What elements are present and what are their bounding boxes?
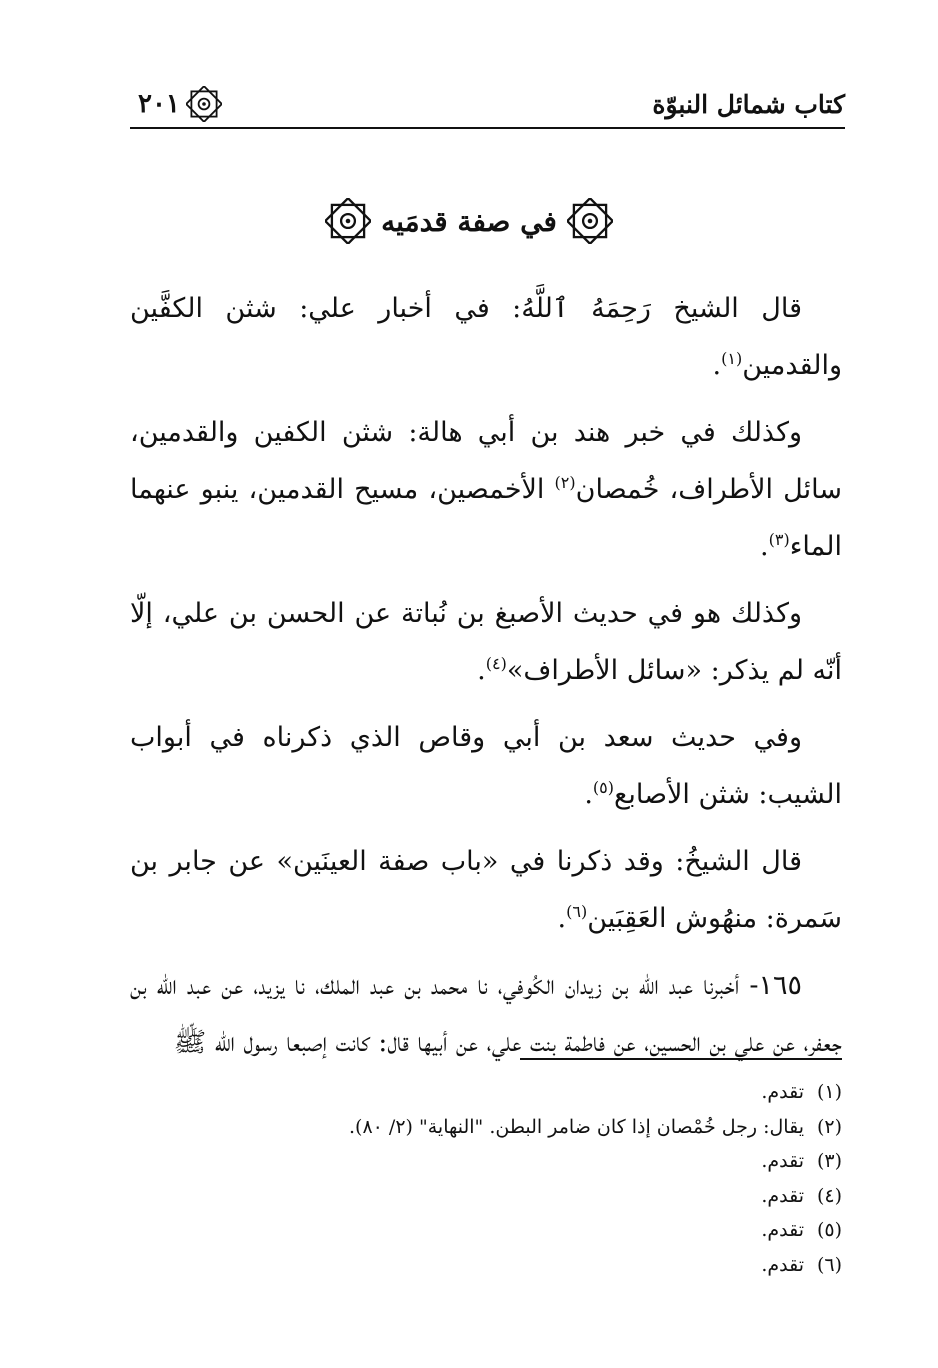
footnote-ref: (٦) [566,902,588,921]
running-header [130,82,845,132]
footnote-ref: (١) [721,349,743,368]
book-title: كتاب شمائل النبوّة [652,90,845,119]
footnote-ref: (٢) [554,473,576,492]
footnote: (٣)تقدم. [761,1150,842,1172]
chapter-heading [0,198,938,244]
footnote: (٢)يقال: رجل خُمْصان إذا كان ضامر البطن. "النهاية" (٢/ ٨٠). [348,1115,842,1138]
body-text [130,280,842,1081]
ornament-icon [325,198,371,244]
paragraph: وكذلك في خبر هند بن أبي هالة: شثن الكفين والقدمين، سائل الأطراف، خُمصان$^{(٢)}$ الأخمصين، مسيح القدمين، ينبو عنهما الماء$^{(٣)}$. [130,417,842,562]
page-number: ٢٠١ [138,89,180,119]
footnote-ref: (٥) [592,778,614,797]
footnote: (٥)تقدم. [761,1219,842,1241]
ornament-icon [567,198,613,244]
paragraph: قال الشيخ رَحِمَهُ ٱللَّهُ: في أخبار علي: شثن الكفَّين والقدمين$^{(١)}$. [130,293,842,381]
page-number-group [138,86,222,122]
footnote: (٦)تقدم. [761,1253,842,1276]
paragraph: وكذلك هو في حديث الأصبغ بن نُباتة عن الحسن بن علي، إلّا أنّه لم يذكر: «سائل الأطراف»$^{(٤)}$. [130,598,842,686]
footnote-rule [520,1058,842,1060]
ornament-icon [186,86,222,122]
footnote-ref: (٣) [768,530,790,549]
footnote: (٤)تقدم. [761,1184,842,1207]
chapter-title: في صفة قدمَيه [381,204,557,238]
paragraph: ١٦٥- أخبرنا عبد الله بن زيدان الكُوفي، نا محمد بن عبد الملك، نا يزيد، عن عبد الله بن جعفر، عن علي بن الحسين، عن فاطمة بنت علي، عن أبيها قال: كانت إصبعا رسول الله ﷺ [130,970,842,1058]
footnotes [130,1075,842,1282]
paragraph: قال الشيخُ: وقد ذكرنا في «باب صفة العينَين» عن جابر بن سَمرة: منهُوش العَقِبَين$^{(٦)}$. [130,846,842,934]
header-rule [130,127,845,129]
footnote: (١)تقدم. [761,1081,842,1103]
paragraph: وفي حديث سعد بن أبي وقاص الذي ذكرناه في أبواب الشيب: شثن الأصابع$^{(٥)}$. [130,722,842,810]
footnote-ref: (٤) [485,654,507,673]
